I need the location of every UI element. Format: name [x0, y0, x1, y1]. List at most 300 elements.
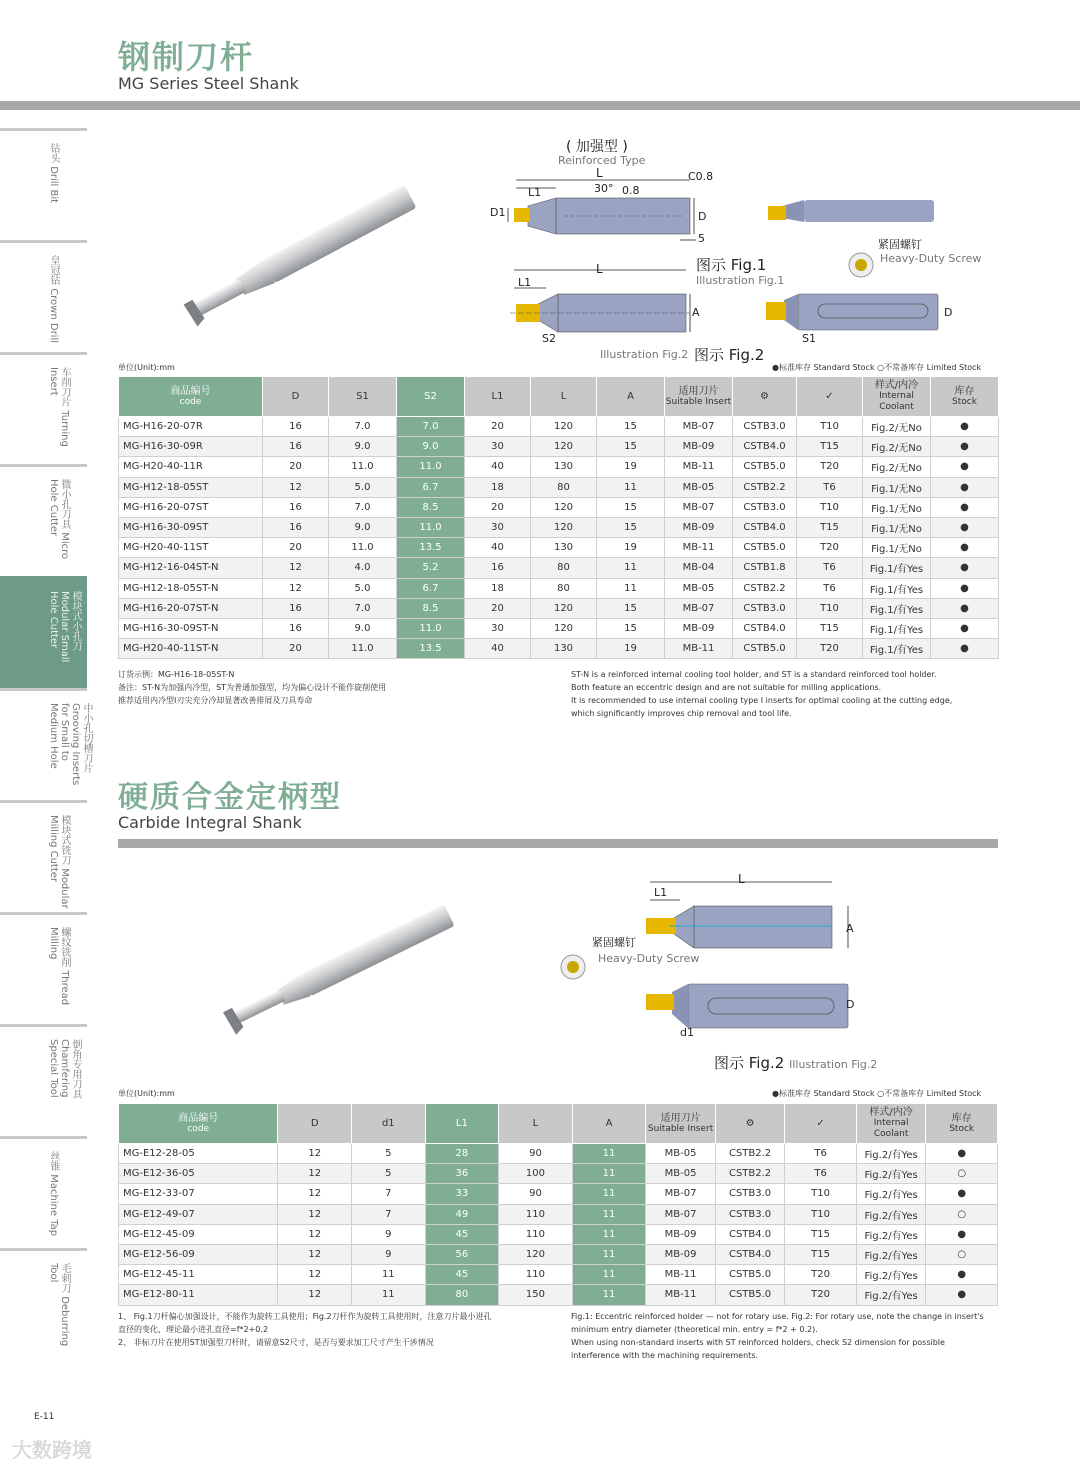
table-cell: 28	[425, 1144, 499, 1164]
product-code-cell: MG-H20-40-11ST-N	[119, 639, 263, 659]
table-cell: MB-09	[646, 1224, 716, 1244]
table-cell: 33	[425, 1184, 499, 1204]
table-cell: 9.0	[329, 618, 397, 638]
product-code-cell: MG-H16-30-09ST-N	[119, 618, 263, 638]
table-cell: 12	[278, 1144, 352, 1164]
fig2a-dim-D: D	[944, 306, 953, 319]
fig2a-side-drawing	[764, 290, 944, 334]
table-cell: 20	[263, 538, 329, 558]
table-cell: Fig.1/有Yes	[863, 598, 931, 618]
product-code-cell: MG-H16-30-09R	[119, 437, 263, 457]
table-row	[119, 578, 999, 598]
table-cell: Fig.1/有Yes	[863, 639, 931, 659]
table-cell: 5	[352, 1164, 426, 1184]
table-cell: 6.7	[397, 578, 465, 598]
table-cell: ●	[931, 457, 999, 477]
table-cell: 5.0	[329, 477, 397, 497]
table-cell: Fig.2/有Yes	[856, 1144, 926, 1164]
table-cell: 13.5	[397, 538, 465, 558]
table-cell: 120	[531, 517, 597, 537]
table-cell: T20	[797, 639, 863, 659]
table-cell: Fig.1/有Yes	[863, 618, 931, 638]
table-cell: 20	[263, 457, 329, 477]
table-cell: 120	[531, 618, 597, 638]
table-cell: 150	[499, 1285, 573, 1305]
table-cell: T6	[797, 558, 863, 578]
fig1-dim-D1: D1	[490, 206, 506, 219]
screw-icon	[560, 954, 586, 980]
col-header-L1: L1	[465, 377, 531, 417]
table-cell: CSTB4.0	[733, 618, 797, 638]
table-cell: T20	[785, 1265, 857, 1285]
product-code-cell: MG-E12-45-11	[119, 1265, 278, 1285]
table-cell: MB-05	[665, 578, 733, 598]
table-cell: 11.0	[329, 639, 397, 659]
table-cell: 40	[465, 457, 531, 477]
table-row	[119, 1224, 998, 1244]
table-cell: Fig.1/无No	[863, 497, 931, 517]
table-cell: 80	[425, 1285, 499, 1305]
table-cell: 16	[263, 417, 329, 437]
fig2b-dim-L: L	[738, 872, 745, 886]
table-cell: 20	[263, 639, 329, 659]
fig2b-dim-D: D	[846, 998, 855, 1011]
fig1-dim-5: 5	[698, 232, 705, 245]
wrench-icon: ✓	[816, 1118, 825, 1129]
table-cell: 11	[572, 1224, 646, 1244]
product-code-cell: MG-H12-18-05ST-N	[119, 578, 263, 598]
table-cell: Fig.2/有Yes	[856, 1204, 926, 1224]
table-row	[119, 497, 999, 517]
table-cell: ○	[926, 1244, 998, 1264]
steel-shank-table	[118, 376, 999, 659]
table-cell: 11	[597, 477, 665, 497]
table-cell: CSTB5.0	[715, 1285, 785, 1305]
table-cell: ●	[926, 1265, 998, 1285]
table-cell: 120	[499, 1244, 573, 1264]
table-cell: MB-09	[665, 517, 733, 537]
table-cell: MB-07	[665, 417, 733, 437]
fig2b-dim-L1: L1	[654, 886, 668, 899]
sidebar-item-turning-insert[interactable]: 车削刀片 Turning Insert	[0, 352, 87, 464]
table-cell: MB-07	[665, 598, 733, 618]
fig1-dim-L: L	[596, 166, 603, 180]
table1-unit: 单位(Unit):mm	[118, 363, 175, 372]
table-row	[119, 477, 999, 497]
table-cell: MB-05	[665, 477, 733, 497]
screw-icon	[848, 252, 874, 278]
table-cell: CSTB5.0	[733, 639, 797, 659]
steel-shank-product-image	[170, 180, 430, 330]
table-cell: 20	[465, 497, 531, 517]
table-cell: CSTB4.0	[733, 437, 797, 457]
table-cell: Fig.2/有Yes	[856, 1285, 926, 1305]
table-cell: T10	[797, 417, 863, 437]
product-code-cell: MG-H16-20-07R	[119, 417, 263, 437]
sidebar-item-machine-tap[interactable]: 丝锥 Machine Tap	[0, 1136, 87, 1248]
table-cell: 16	[263, 517, 329, 537]
fig2a-dim-S2: S2	[542, 332, 556, 345]
fig2b-dim-A: A	[846, 922, 854, 935]
table-cell: 45	[425, 1224, 499, 1244]
table-cell: Fig.2/有Yes	[856, 1184, 926, 1204]
table-cell: 80	[531, 477, 597, 497]
col-header-L: L	[531, 377, 597, 417]
table-cell: CSTB3.0	[715, 1184, 785, 1204]
sidebar-item-drill-bit[interactable]: 钻头 Drill Bit	[0, 128, 87, 240]
product-code-cell: MG-H16-30-09ST	[119, 517, 263, 537]
product-code-cell: MG-E12-80-11	[119, 1285, 278, 1305]
product-code-cell: MG-E12-49-07	[119, 1204, 278, 1224]
table-cell: MB-11	[646, 1265, 716, 1285]
table-cell: MB-07	[646, 1204, 716, 1224]
fig1-screw-zh: 紧固螺钉	[878, 238, 922, 251]
table2-notes-en: Fig.1: Eccentric reinforced holder — not for rotary use. Fig.2: For rotary use, note the change in insert's minimum entry diameter (theoretical min. entry = f*2 + 0.2). When using non-standard inserts with ST reinforced holders, check S2 dimension for possible interference with the machining requirements.	[571, 1312, 984, 1360]
table-cell: 12	[278, 1204, 352, 1224]
table-row	[119, 1204, 998, 1224]
product-code-cell: MG-H12-16-04ST-N	[119, 558, 263, 578]
table-cell: 16	[263, 497, 329, 517]
table-row	[119, 1184, 998, 1204]
table-cell: CSTB5.0	[715, 1265, 785, 1285]
product-code-cell: MG-H12-18-05ST	[119, 477, 263, 497]
table-cell: 8.5	[397, 598, 465, 618]
table-cell: 11	[572, 1184, 646, 1204]
table-cell: 110	[499, 1224, 573, 1244]
fig2b-label: 图示 Fig.2 Illustration Fig.2	[714, 1054, 878, 1072]
table-cell: ●	[931, 598, 999, 618]
table-cell: 49	[425, 1204, 499, 1224]
table-cell: MB-05	[646, 1164, 716, 1184]
table-cell: CSTB2.2	[733, 578, 797, 598]
table-cell: 80	[531, 578, 597, 598]
table-cell: T10	[785, 1184, 857, 1204]
table-cell: T10	[797, 598, 863, 618]
table-cell: Fig.2/无No	[863, 417, 931, 437]
table-cell: 120	[531, 497, 597, 517]
table2-unit: 单位(Unit):mm	[118, 1089, 175, 1098]
table-cell: CSTB3.0	[733, 417, 797, 437]
table-cell: 16	[263, 618, 329, 638]
table-cell: 11	[352, 1265, 426, 1285]
table-cell: 110	[499, 1265, 573, 1285]
table-cell: T10	[797, 497, 863, 517]
sidebar-item-modular-small-hole[interactable]: 模块式小孔刀 Modular Small Hole Cutter	[0, 576, 87, 688]
table-row	[119, 1244, 998, 1264]
col-header-code: 商品编号 code	[119, 1104, 278, 1144]
table-cell: 11	[572, 1204, 646, 1224]
table-cell: 7.0	[329, 497, 397, 517]
table-cell: 11	[572, 1285, 646, 1305]
table-cell: 40	[465, 538, 531, 558]
table-cell: ●	[931, 578, 999, 598]
table-cell: 7	[352, 1204, 426, 1224]
sidebar-item-micro-hole[interactable]: 微小孔刀具 Micro Hole Cutter	[0, 464, 87, 576]
table-cell: 15	[597, 497, 665, 517]
table-cell: Fig.1/有Yes	[863, 578, 931, 598]
table-cell: 5	[352, 1144, 426, 1164]
table-row	[119, 639, 999, 659]
screw-icon: ⚙	[745, 1118, 755, 1129]
table-cell: CSTB2.2	[715, 1144, 785, 1164]
table-cell: MB-11	[665, 538, 733, 558]
product-code-cell: MG-E12-36-05	[119, 1164, 278, 1184]
table-row	[119, 558, 999, 578]
table-cell: 11	[572, 1244, 646, 1264]
col-header-L: L	[499, 1104, 573, 1144]
fig2a-dim-A: A	[692, 306, 700, 319]
col-header-code: 商品编号 code	[119, 377, 263, 417]
product-code-cell: MG-E12-28-05	[119, 1144, 278, 1164]
table-cell: 7	[352, 1184, 426, 1204]
table-cell: 100	[499, 1164, 573, 1184]
table-cell: ●	[931, 639, 999, 659]
table-row	[119, 417, 999, 437]
sidebar-item-deburring[interactable]: 毛刺刀 Deburring Tool	[0, 1248, 87, 1360]
table-cell: 56	[425, 1244, 499, 1264]
table-cell: 18	[465, 477, 531, 497]
table-cell: MB-09	[665, 437, 733, 457]
product-code-cell: MG-E12-56-09	[119, 1244, 278, 1264]
section2-divider	[118, 839, 998, 848]
section2-subtitle: Carbide Integral Shank	[118, 813, 302, 832]
fig1-dim-L1: L1	[528, 186, 542, 199]
table-cell: MB-07	[646, 1184, 716, 1204]
sidebar-item-thread-milling[interactable]: 螺纹铣削 Thread Milling	[0, 912, 87, 1024]
fig2b-screw-zh: 紧固螺钉	[592, 936, 636, 949]
table-cell: Fig.2/无No	[863, 457, 931, 477]
table-cell: ○	[926, 1164, 998, 1184]
table-row	[119, 1144, 998, 1164]
col-header-stock: 库存 Stock	[931, 377, 999, 417]
table-cell: 11	[572, 1265, 646, 1285]
table1-legend: ●标准库存 Standard Stock ○不常备库存 Limited Stock	[772, 363, 982, 372]
table-cell: Fig.2/有Yes	[856, 1224, 926, 1244]
table-row	[119, 618, 999, 638]
col-header-S2: S2	[397, 377, 465, 417]
wrench-icon: ✓	[825, 391, 834, 402]
col-header-insert: 适用刀片 Suitable Insert	[665, 377, 733, 417]
table-cell: 12	[278, 1224, 352, 1244]
table2-notes-zh: 1、 Fig.1刀杆偏心加强设计，不能作为旋转工具使用；Fig.2刀杆作为旋转工具使用时，注意刀片最小进孔 直径的变化，理论最小进孔直径=f*2+0.2 2、 非标刀片在使用ST加强型刀杆时，请留意S2尺寸，是否与要求加工尺寸产生干涉情况	[118, 1312, 492, 1347]
fig1-dim-radius: 0.8	[622, 184, 640, 197]
table-cell: CSTB5.0	[733, 538, 797, 558]
table-cell: ○	[926, 1204, 998, 1224]
table-cell: 15	[597, 437, 665, 457]
table-row	[119, 1164, 998, 1184]
table-cell: MB-09	[665, 618, 733, 638]
table-cell: 11	[597, 578, 665, 598]
table-cell: CSTB3.0	[733, 598, 797, 618]
product-code-cell: MG-H20-40-11R	[119, 457, 263, 477]
table-row	[119, 538, 999, 558]
table-cell: 16	[263, 437, 329, 457]
table-cell: Fig.2/无No	[863, 437, 931, 457]
col-header-style: 样式/内冷 Internal Coolant	[863, 377, 931, 417]
table1-notes-zh: 订货示例：MG-H16-18-05ST-N 备注：ST-N为加强内冷型，ST为普通加强型，均为偏心设计不能作旋削使用 推荐适用内冷型I刃尖充分冷却显著改善排屑及刀具寿命	[118, 670, 387, 705]
table-cell: CSTB1.8	[733, 558, 797, 578]
sidebar-item-modular-milling[interactable]: 模块式铣刀 Modular Milling Cutter	[0, 800, 87, 912]
table-cell: 120	[531, 598, 597, 618]
table1-notes-en: ST-N is a reinforced internal cooling tool holder, and ST is a standard reinforced tool holder. Both feature an eccentric design and are not suitable for milling applications. It is recommended to use internal cooling type I inserts for optimal cooling at the cutting edge, which significantly improves chip removal and tool life.	[571, 670, 953, 718]
table-cell: 130	[531, 538, 597, 558]
table-cell: 80	[531, 558, 597, 578]
fig2b-screw-en: Heavy-Duty Screw	[598, 952, 700, 965]
table-cell: 9.0	[329, 437, 397, 457]
table-cell: MB-11	[646, 1285, 716, 1305]
fig2a-dim-L1: L1	[518, 276, 532, 289]
page-subtitle: MG Series Steel Shank	[118, 74, 299, 93]
table-cell: Fig.1/无No	[863, 538, 931, 558]
table-cell: 15	[597, 417, 665, 437]
col-header-style: 样式/内冷 Internal Coolant	[856, 1104, 926, 1144]
table-cell: CSTB4.0	[733, 517, 797, 537]
table-cell: 11.0	[329, 538, 397, 558]
sidebar-item-chamfering[interactable]: 倒角专用刀具 Chamfering Special Tool	[0, 1024, 87, 1136]
col-header-wrench	[797, 377, 863, 417]
table-cell: ●	[926, 1224, 998, 1244]
table-cell: CSTB2.2	[733, 477, 797, 497]
fig2a-dim-L: L	[596, 262, 603, 276]
table-cell: T15	[785, 1224, 857, 1244]
table-cell: MB-04	[665, 558, 733, 578]
table-cell: 11.0	[397, 618, 465, 638]
table-cell: T15	[797, 618, 863, 638]
carbide-shank-product-image	[212, 900, 462, 1040]
page-title: 钢制刀杆	[118, 38, 255, 76]
table-cell: ●	[931, 618, 999, 638]
table-cell: T6	[797, 578, 863, 598]
product-code-cell: MG-H16-20-07ST-N	[119, 598, 263, 618]
table-cell: 40	[465, 639, 531, 659]
table-cell: Fig.2/有Yes	[856, 1265, 926, 1285]
table-cell: 12	[278, 1244, 352, 1264]
table-cell: 9.0	[329, 517, 397, 537]
table-cell: 12	[263, 477, 329, 497]
fig1-label-zh: 图示 Fig.1	[696, 256, 767, 274]
table-cell: T6	[785, 1144, 857, 1164]
table-cell: MB-05	[646, 1144, 716, 1164]
table-row	[119, 1265, 998, 1285]
fig2a-dim-S1: S1	[802, 332, 816, 345]
table-cell: 12	[278, 1184, 352, 1204]
table-cell: Fig.1/无No	[863, 477, 931, 497]
section2-title: 硬质合金定柄型	[118, 780, 342, 815]
table-cell: T6	[785, 1164, 857, 1184]
table-cell: T15	[797, 437, 863, 457]
table-cell: 11	[572, 1144, 646, 1164]
table-cell: 12	[263, 578, 329, 598]
table-cell: 18	[465, 578, 531, 598]
reinforced-type-en: Reinforced Type	[558, 154, 646, 167]
table-cell: ●	[931, 437, 999, 457]
table-cell: CSTB3.0	[733, 497, 797, 517]
col-header-stock: 库存 Stock	[926, 1104, 998, 1144]
col-header-S1: S1	[329, 377, 397, 417]
fig2a-label-en: Illustration Fig.2	[600, 348, 689, 361]
table-cell: ●	[931, 538, 999, 558]
table-cell: 30	[465, 517, 531, 537]
page-number: E-11	[34, 1412, 55, 1422]
table-cell: 5.2	[397, 558, 465, 578]
table-cell: 90	[499, 1184, 573, 1204]
table-cell: 20	[465, 417, 531, 437]
fig2a-label-zh: 图示 Fig.2	[694, 346, 765, 364]
table-row	[119, 437, 999, 457]
fig2b-dim-d1: d1	[680, 1026, 694, 1039]
table-cell: ●	[926, 1184, 998, 1204]
table-cell: MB-11	[665, 639, 733, 659]
table-cell: 15	[597, 618, 665, 638]
table-cell: ●	[931, 417, 999, 437]
col-header-screw	[715, 1104, 785, 1144]
table-cell: 15	[597, 598, 665, 618]
fig1-screw-en: Heavy-Duty Screw	[880, 252, 982, 265]
sidebar-item-grooving[interactable]: 中小孔切槽刀片 Grooving Inserts for Small to Medium Hole	[0, 688, 87, 800]
table-cell: T15	[797, 517, 863, 537]
col-header-D: D	[263, 377, 329, 417]
table-cell: T20	[797, 538, 863, 558]
table-cell: 130	[531, 457, 597, 477]
table-cell: 9	[352, 1224, 426, 1244]
fig1-3d-image	[764, 194, 940, 234]
table-cell: T10	[785, 1204, 857, 1224]
reinforced-type-label: ( 加强型 )	[566, 139, 628, 155]
table-cell: 19	[597, 639, 665, 659]
table-cell: 12	[263, 558, 329, 578]
sidebar-item-crown-drill[interactable]: 皇冠钻 Crown Drill	[0, 240, 87, 352]
table-cell: 30	[465, 437, 531, 457]
fig1-label-en: Illustration Fig.1	[696, 274, 785, 287]
table-cell: 16	[465, 558, 531, 578]
table-cell: CSTB2.2	[715, 1164, 785, 1184]
table-cell: ●	[931, 558, 999, 578]
table-cell: ●	[926, 1285, 998, 1305]
table-cell: Fig.2/有Yes	[856, 1244, 926, 1264]
table-cell: 9	[352, 1244, 426, 1264]
col-header-wrench	[785, 1104, 857, 1144]
table-cell: 11	[597, 558, 665, 578]
table-cell: 120	[531, 417, 597, 437]
table-row	[119, 1285, 998, 1305]
table-cell: CSTB3.0	[715, 1204, 785, 1224]
table-cell: CSTB5.0	[733, 457, 797, 477]
product-code-cell: MG-E12-45-09	[119, 1224, 278, 1244]
table-cell: MB-07	[665, 497, 733, 517]
col-header-insert: 适用刀片 Suitable Insert	[646, 1104, 716, 1144]
table-cell: MB-11	[665, 457, 733, 477]
table-cell: 120	[531, 437, 597, 457]
carbide-shank-table	[118, 1103, 998, 1306]
table-cell: Fig.1/无No	[863, 517, 931, 537]
fig1-dim-chamfer: C0.8	[688, 170, 714, 183]
table-cell: 13.5	[397, 639, 465, 659]
table-cell: CSTB4.0	[715, 1244, 785, 1264]
table-cell: 15	[597, 517, 665, 537]
screw-icon: ⚙	[760, 391, 769, 402]
header-divider	[0, 101, 1080, 110]
table-cell: 11.0	[397, 517, 465, 537]
table-cell: 7.0	[329, 598, 397, 618]
table-cell: CSTB4.0	[715, 1224, 785, 1244]
table-cell: 11.0	[329, 457, 397, 477]
table-cell: 4.0	[329, 558, 397, 578]
table-cell: 130	[531, 639, 597, 659]
table-cell: 20	[465, 598, 531, 618]
table-cell: 8.5	[397, 497, 465, 517]
table-cell: 7.0	[329, 417, 397, 437]
col-header-A: A	[572, 1104, 646, 1144]
